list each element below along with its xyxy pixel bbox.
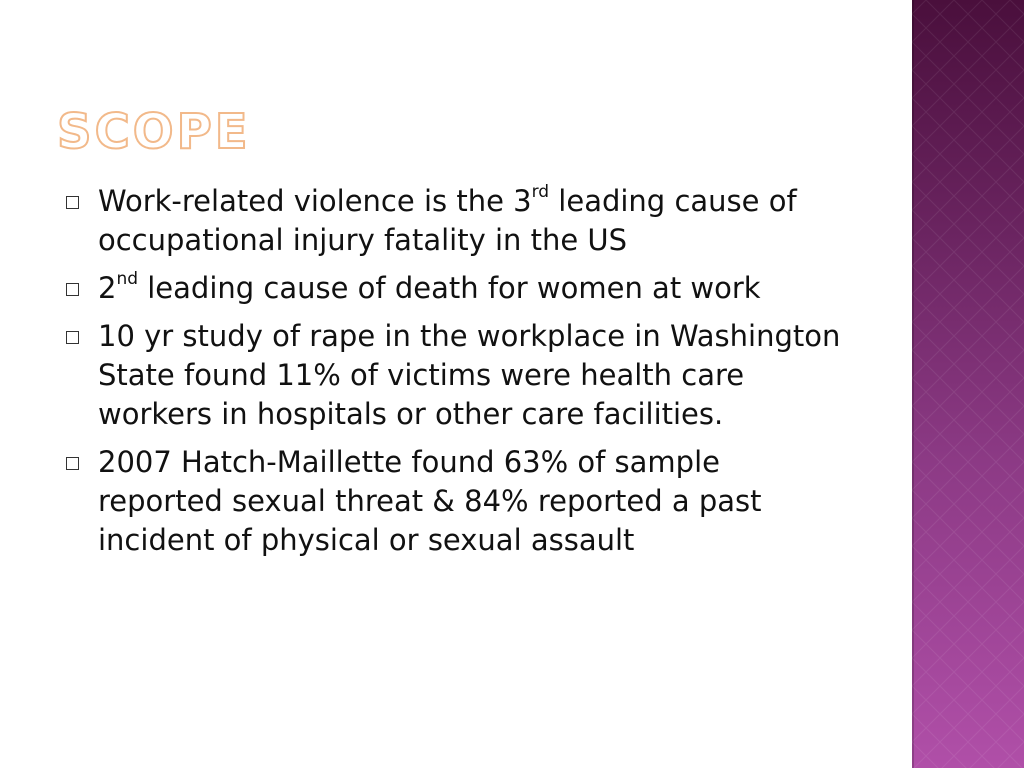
bullet-item: [64, 443, 854, 560]
hollow-square-icon: [66, 457, 79, 470]
bullet-text-continued: leading cause of occupational injury fatality in the US: [98, 184, 797, 257]
ordinal-suffix: rd: [531, 182, 550, 203]
hollow-square-icon: [66, 331, 79, 344]
bullet-text: 2: [98, 271, 117, 305]
hollow-square-icon: [66, 283, 79, 296]
bullet-item: [64, 182, 854, 260]
bullet-text: 2007 Hatch-Maillette found 63% of sample reported sexual threat & 84% reported a past incident of physical or sexual assault: [98, 445, 762, 557]
bullet-text: 10 yr study of rape in the workplace in Washington State found 11% of victims were health care workers in hospitals or other care facilities.: [98, 319, 841, 431]
bullet-text: Work-related violence is the 3: [98, 184, 532, 218]
bullet-list: [64, 182, 854, 569]
ordinal-suffix: nd: [116, 269, 139, 290]
hollow-square-icon: [66, 196, 79, 209]
slide-title: SCOPE: [57, 104, 251, 160]
bullet-item: [64, 317, 854, 434]
diamond-pattern-icon: [912, 0, 1024, 768]
decorative-side-band: [912, 0, 1024, 768]
bullet-item: [64, 269, 854, 308]
bullet-text-continued: leading cause of death for women at work: [138, 271, 761, 305]
